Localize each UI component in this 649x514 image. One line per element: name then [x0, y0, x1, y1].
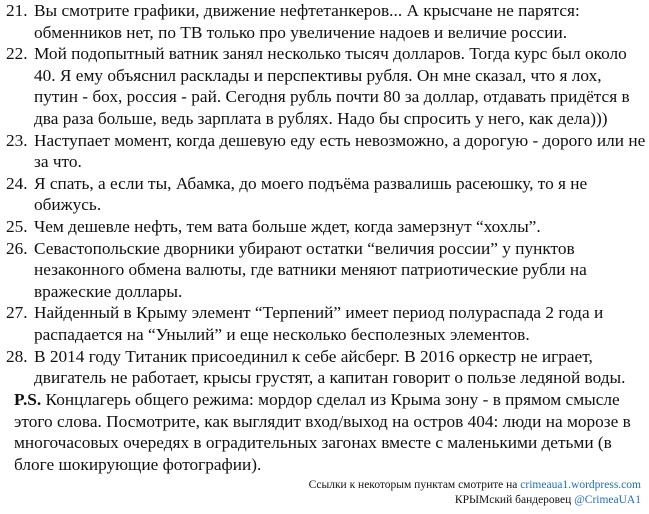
list-item: [6, 130, 646, 173]
item-text: Мой подопытный ватник занял несколько тысяч долларов. Тогда курс был около 40. Я ему объяснил расклады и перспективы рубля. Он мне сказал, что я лох, путин - бох, россия - рай. Сегодня рубль почти 80 за доллар, отдавать придётся в два раза больше, ведь зарплата в рублях. Надо бы спросить у него, как дела))): [34, 44, 630, 128]
item-number: 23.: [6, 130, 28, 150]
item-text: Наступает момент, когда дешевую еду есть невозможно, а дорогую - дорого или не за что.: [34, 130, 646, 172]
item-text: Чем дешевле нефть, тем вата больше ждет, когда замерзнут “хохлы”.: [34, 216, 541, 236]
twitter-handle-link[interactable]: @CrimeaUA1: [574, 494, 641, 506]
list-item: [6, 43, 646, 129]
item-number: 28.: [6, 346, 28, 366]
item-number: 21.: [6, 1, 28, 20]
list-item: [6, 216, 646, 238]
list-item: [6, 0, 646, 43]
item-number: 24.: [6, 173, 28, 193]
postscript: [14, 389, 644, 475]
postscript-text: Концлагерь общего режима: мордор сделал из Крыма зону - в прямом смысле этого слова. Посмотрите, как выглядит вход/выход на остров 404: люди на морозе в многочасовых очередях в оградительных загонах вместе с маленькими детьми (в блоге шокирующие фотографии).: [14, 390, 631, 474]
list-item: [6, 173, 646, 216]
footer-author-prefix: КРЫМский бандеровец: [454, 494, 575, 506]
item-number: 27.: [6, 303, 28, 323]
item-number: 25.: [6, 216, 28, 236]
footer-links-line: [309, 478, 641, 493]
blog-link[interactable]: crimeaua1.wordpress.com: [520, 479, 641, 491]
list-item: [6, 302, 646, 345]
numbered-list: [6, 0, 646, 389]
item-text: Севастопольские дворники убирают остатки “величия россии” у пунктов незаконного обмена валюты, где ватники меняют патриотические рубли на вражеские доллары.: [34, 238, 587, 301]
item-number: 26.: [6, 238, 28, 258]
postscript-label: P.S.: [14, 390, 42, 409]
list-item: [6, 346, 646, 389]
item-text: Найденный в Крыму элемент “Терпений” имеет период полураспада 2 года и распадается на “Унылий” и еще несколько бесполезных элементов.: [34, 303, 604, 344]
item-text: Я спать, а если ты, Абамка, до моего подъёма развалишь расеюшку, то я не обижусь.: [34, 173, 588, 215]
footer-links-prefix: Ссылки к некоторым пунктам смотрите на: [308, 479, 521, 491]
footer-author-line: [309, 493, 641, 508]
footer: [309, 478, 641, 508]
list-item: [6, 238, 646, 303]
item-text: Вы смотрите графики, движение нефтетанкеров... А крысчане не парятся: обменников нет, по ТВ только про увеличение надоев и величие россии.: [34, 1, 580, 42]
item-text: В 2014 году Титаник присоединил к себе айсберг. В 2016 оркестр не играет, двигатель не работает, крысы грустят, а капитан говорит о пользе ледяной воды.: [34, 346, 626, 388]
item-number: 22.: [6, 44, 28, 64]
